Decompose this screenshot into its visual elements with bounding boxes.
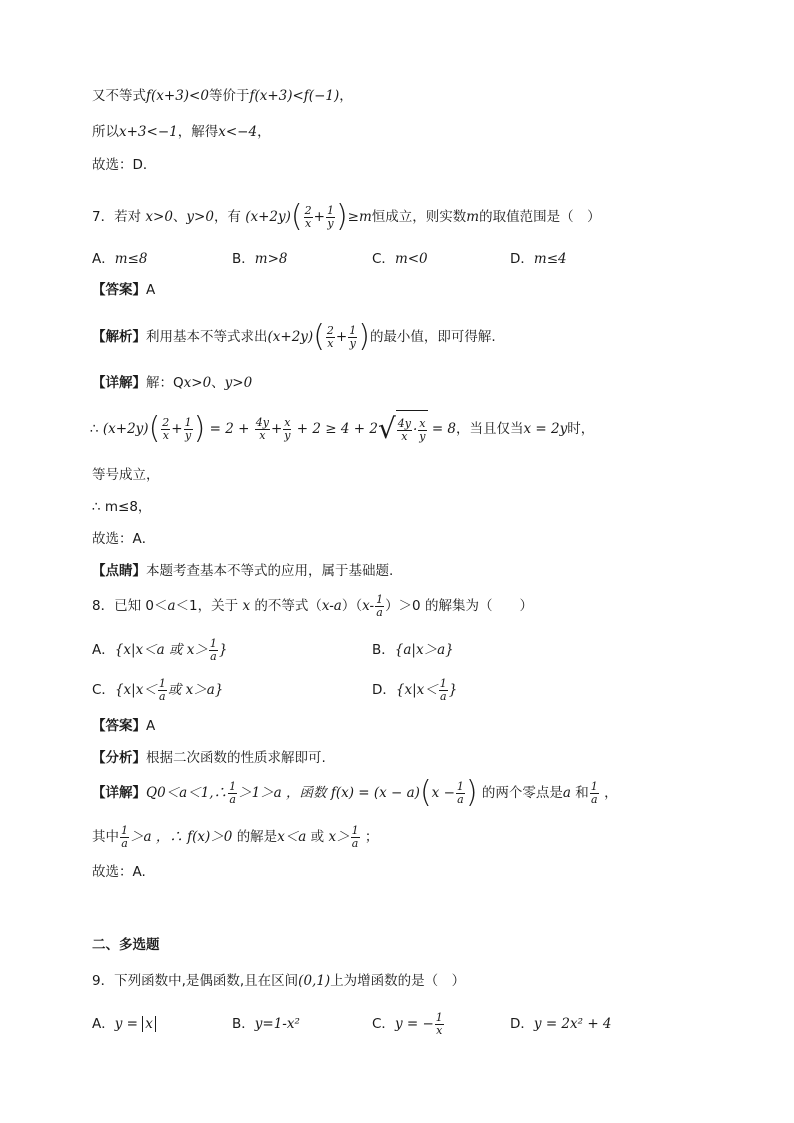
- math: = 2 +: [209, 421, 250, 437]
- open-paren: (: [419, 775, 432, 810]
- q8-choose: 故选：A.: [92, 864, 146, 880]
- q8-answer: [92, 716, 155, 736]
- text: ，: [339, 88, 353, 104]
- math: x −: [431, 785, 455, 801]
- text: 、: [211, 375, 225, 391]
- q8-stem: [92, 592, 533, 620]
- math-inequality: f(x+3)<f(−1): [249, 88, 340, 104]
- math: x＞: [328, 829, 350, 845]
- q7-option-a: A．m≤8: [92, 251, 148, 267]
- text: ，: [604, 785, 618, 801]
- text: 的不等式（: [250, 598, 322, 614]
- math: m: [466, 209, 480, 225]
- q7-conclusion: ∴ m≤8，: [92, 499, 152, 515]
- text: 所以: [92, 124, 119, 140]
- open-paren: (: [290, 199, 303, 234]
- text: ，: [257, 124, 271, 140]
- math: +: [171, 421, 183, 437]
- text: 和: [575, 785, 589, 801]
- q9-option-b: B．y=1-x²: [232, 1016, 300, 1032]
- detail-tag: 【详解】: [92, 375, 146, 391]
- q7-option-d: D．m≤4: [510, 251, 567, 267]
- q7-detail-equation: [90, 410, 594, 448]
- because-symbol: Q: [173, 375, 184, 391]
- close-paren: ): [465, 775, 478, 810]
- math: (x+2y): [267, 329, 314, 345]
- math: x: [242, 598, 251, 614]
- math-inequality: x+3<−1: [119, 124, 178, 140]
- math: y>0: [224, 375, 253, 391]
- math: x = 2y: [523, 421, 568, 437]
- math: x-: [362, 598, 375, 614]
- text: 根据二次函数的性质求解即可.: [146, 750, 326, 766]
- q8-analysis: [92, 748, 326, 768]
- text: 等价于: [208, 88, 250, 104]
- fraction: $\frac{2}{x}$: [326, 323, 334, 350]
- text: 8．已知 0＜: [92, 598, 168, 614]
- text: 利用基本不等式求出: [146, 329, 268, 345]
- answer-value: A: [146, 282, 156, 298]
- fraction: $\frac{1}{y}$: [349, 323, 357, 350]
- q9-option-a: A．y = x: [92, 1010, 156, 1038]
- q8-option-c: C．{x|x＜ $\frac{1}{a}$ 或 x＞a}: [92, 676, 224, 703]
- open-paren: (: [313, 319, 325, 354]
- math: (0,1): [298, 973, 331, 989]
- math: a: [167, 598, 176, 614]
- math: (x+2y): [245, 209, 291, 225]
- answer-tag: 【答案】: [92, 718, 146, 734]
- fraction: $\frac{2}{x}$: [304, 203, 312, 230]
- question-number: 7．若对: [92, 209, 142, 225]
- text: 恒成立，则实数: [371, 209, 467, 225]
- text: 的解是: [236, 829, 278, 845]
- text: 9．下列函数中,是偶函数,且在区间: [92, 973, 299, 989]
- q9-stem: [92, 971, 465, 991]
- close-paren: ): [358, 319, 370, 354]
- fraction: $\frac{1}{a}$: [229, 779, 237, 806]
- math: a: [562, 785, 571, 801]
- math-inequality: f(x+3)<0: [146, 88, 209, 104]
- text: 解：: [146, 375, 173, 391]
- answer-value: A: [146, 718, 156, 734]
- answer-tag: 【答案】: [92, 282, 146, 298]
- q6-line-2: [92, 122, 271, 142]
- fraction: $\frac{4y}{x}$: [255, 415, 269, 442]
- math: Q0＜a＜1,∴: [146, 785, 228, 801]
- math-inequality: x<−4: [218, 124, 258, 140]
- text: ，解得: [177, 124, 219, 140]
- q8-detail-1: [92, 775, 618, 810]
- text: 本题考查基本不等式的应用，属于基础题.: [146, 563, 394, 579]
- q6-line-1: [92, 86, 353, 106]
- text: 的取值范围是（ ）: [479, 209, 601, 225]
- math: x>0: [145, 209, 173, 225]
- q9-option-d: D．y = 2x² + 4: [510, 1016, 612, 1032]
- fraction: $\frac{1}{y}$: [184, 415, 192, 442]
- fraction: $\frac{1}{y}$: [326, 203, 334, 230]
- text: ，有: [213, 209, 241, 225]
- text: ）（: [341, 598, 363, 614]
- q8-detail-2: [92, 822, 378, 852]
- math: +: [270, 421, 283, 437]
- q7-equality-holds: 等号成立，: [92, 467, 160, 483]
- text: 又不等式: [92, 88, 146, 104]
- comment-tag: 【点睛】: [92, 563, 146, 579]
- analysis-tag: 【解析】: [92, 329, 146, 345]
- math: x＜a: [277, 829, 307, 845]
- fraction: $\frac{1}{a}$: [121, 823, 128, 850]
- q7-stem: [92, 199, 601, 234]
- text: 、: [172, 209, 187, 225]
- open-paren: (: [148, 411, 161, 446]
- math: x>0: [183, 375, 212, 391]
- close-paren: ): [335, 199, 348, 234]
- q8-option-d: D．{x|x＜ $\frac{1}{a}$ }: [372, 676, 458, 703]
- text: ；: [364, 829, 379, 845]
- fraction: $\frac{1}{a}$: [351, 823, 359, 850]
- fraction: $\frac{1}{a}$: [376, 592, 384, 619]
- q7-analysis: [92, 319, 496, 354]
- q7-option-c: C．m<0: [372, 251, 428, 267]
- math: ，函数 f(x) = (x − a): [286, 785, 420, 801]
- q7-choose: 故选：A．: [92, 531, 156, 547]
- math: +: [335, 329, 348, 345]
- therefore-symbol: ∴: [90, 421, 99, 437]
- fraction: $\frac{1}{a}$: [456, 779, 464, 806]
- math: ≥m: [347, 209, 372, 225]
- math: y>0: [186, 209, 214, 225]
- fraction: $\frac{1}{a}$: [590, 779, 598, 806]
- text: 的最小值，即可得解.: [369, 329, 496, 345]
- text: 其中: [92, 829, 119, 845]
- text: 或: [310, 829, 325, 845]
- q9-option-c: C．y = − $\frac{1}{x}$: [372, 1010, 443, 1037]
- q6-choose: 故选：D．: [92, 157, 157, 173]
- math: ＞a: [130, 829, 152, 845]
- text: ）＞0 的解集为（ ）: [385, 598, 533, 614]
- math: (x+2y): [102, 421, 149, 437]
- q8-option-b: B．{a|x＞a}: [372, 642, 454, 658]
- math: + 2 ≥ 4 + 2: [296, 421, 378, 437]
- math: +: [313, 209, 325, 225]
- text: 上为增函数的是（ ）: [330, 973, 466, 989]
- q7-detail-1: [92, 373, 252, 393]
- q7-answer: [92, 280, 155, 300]
- text: 时，: [567, 421, 595, 437]
- analysis-tag: 【分析】: [92, 750, 146, 766]
- math: x-a: [321, 598, 342, 614]
- section-title: 二、多选题: [92, 937, 160, 953]
- text: 的两个零点是: [481, 785, 563, 801]
- text: ，当且仅当: [456, 421, 524, 437]
- fraction: $\frac{x}{y}$: [284, 415, 291, 442]
- q7-option-b: B．m>8: [232, 251, 288, 267]
- fraction: $\frac{2}{x}$: [162, 415, 170, 442]
- square-root: √ $\frac{4y}{x}$ · $\frac{x}{y}$: [378, 410, 428, 448]
- math: ＞1＞a: [238, 785, 282, 801]
- math: ，∴ f(x)＞0: [155, 829, 233, 845]
- q8-option-a: A．{x|x＜a 或 x＞ $\frac{1}{a}$ }: [92, 636, 228, 663]
- q7-comment: [92, 561, 393, 581]
- math: = 8: [431, 421, 457, 437]
- close-paren: ): [193, 411, 206, 446]
- text: ＜1，关于: [175, 598, 243, 614]
- detail-tag: 【详解】: [92, 785, 146, 801]
